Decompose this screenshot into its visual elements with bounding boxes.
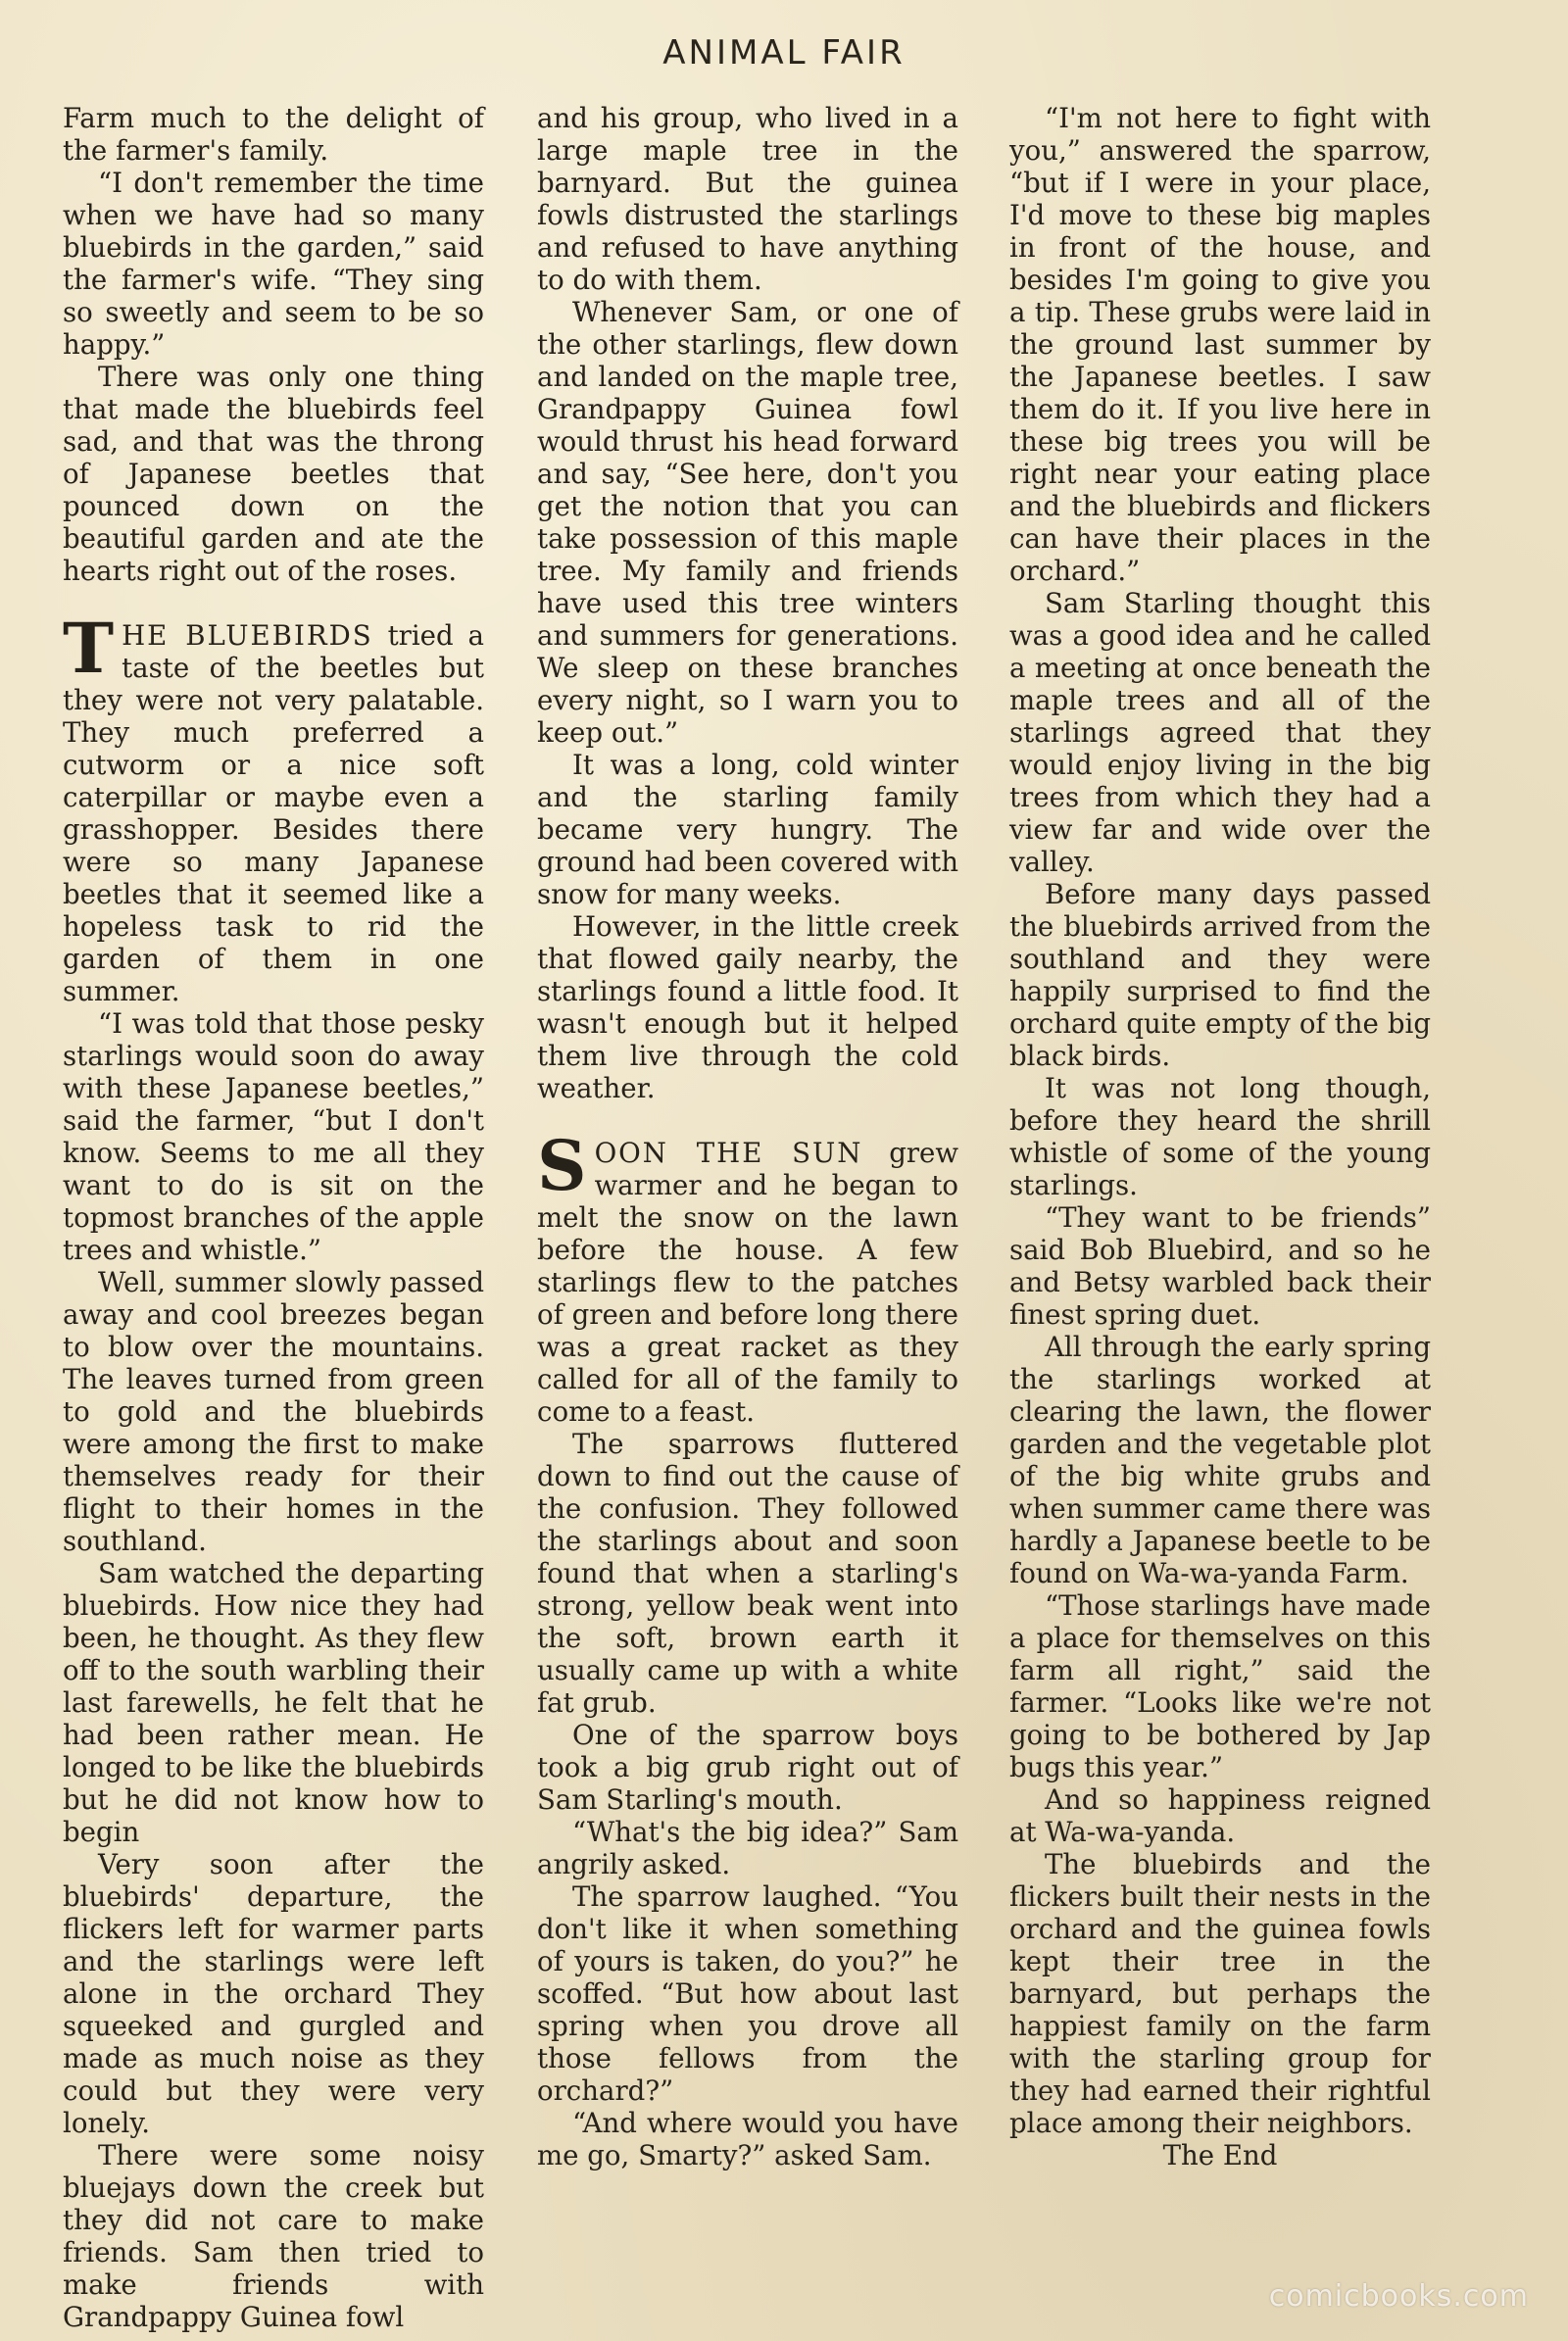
paragraph: Well, summer slowly passed away and cool breezes began to blow over the mountains. The leaves turned from green to gold and the bluebirds were among the first to make themselves ready for their flight to their homes in the southland.	[63, 1266, 484, 1557]
paragraph: “What's the big idea?” Sam angrily asked.	[537, 1816, 958, 1880]
section-paragraph	[537, 1125, 958, 1428]
paragraph: “I'm not here to fight with you,” answered the sparrow, “but if I were in your place, I'd move to these big maples in front of the house, and besides I'm going to give you a tip. These grubs were laid in the ground last summer by the Japanese beetles. I saw them do it. If you live here in these big trees you will be right near your eating place and the bluebirds and flickers can have their places in the orchard.”	[1009, 102, 1431, 587]
paragraph: Before many days passed the bluebirds arrived from the southland and they were happily surprised to find the orchard quite empty of the big black birds.	[1009, 878, 1431, 1072]
drop-cap: T	[63, 608, 115, 689]
paragraph: The sparrows fluttered down to find out the cause of the confusion. They followed the starlings about and soon found that when a starling's strong, yellow beak went into the soft, brown earth it usually came up with a white fat grub.	[537, 1428, 958, 1719]
paragraph: The bluebirds and the flickers built their nests in the orchard and the guinea fowls kept their tree in the barnyard, but perhaps the happiest family on the farm with the starling group for they had earned their rightful place among their neighbors.	[1009, 1848, 1431, 2139]
paragraph: and his group, who lived in a large maple tree in the barnyard. But the guinea fowls distrusted the starlings and refused to have anything to do with them.	[537, 102, 958, 296]
paragraph: There was only one thing that made the bluebirds feel sad, and that was the throng of Japanese beetles that pounced down on the beautiful garden and ate the hearts right out of the roses.	[63, 361, 484, 587]
paragraph: Sam Starling thought this was a good idea and he called a meeting at once beneath the maple trees and all of the starlings agreed that they would enjoy living in the big trees from which they had a view far and wide over the valley.	[1009, 587, 1431, 878]
paragraph: “They want to be friends” said Bob Bluebird, and so he and Betsy warbled back their finest spring duet.	[1009, 1201, 1431, 1331]
paragraph: There were some noisy bluejays down the creek but they did not care to make friends. Sam then tried to make friends with Grandpappy Guinea fowl	[63, 2139, 484, 2333]
paragraph: It was a long, cold winter and the starling family became very hungry. The ground had been covered with snow for many weeks.	[537, 749, 958, 910]
section-lead-caps: OON THE SUN	[594, 1137, 863, 1169]
page-header: ANIMAL FAIR	[662, 33, 906, 73]
section-lead-text: tried a taste of the beetles but they were not very palatable. They much preferred a cutworm or a nice soft caterpillar or maybe even a grasshopper. Besides there were so many Japanese beetles that it seemed like a hopeless task to rid the garden of them in one summer.	[63, 619, 485, 1007]
drop-cap: S	[537, 1125, 587, 1206]
paragraph: One of the sparrow boys took a big grub right out of Sam Starling's mouth.	[537, 1719, 958, 1816]
paragraph: The sparrow laughed. “You don't like it when something of yours is taken, do you?” he scoffed. “But how about last spring when you drove all those fellows from the orchard?”	[537, 1880, 958, 2107]
text-column-1	[63, 102, 484, 2333]
section-lead-text: grew warmer and he began to melt the snow on the lawn before the house. A few starlings flew to the patches of green and before long there was a great racket as they called for all of the family to come to a feast.	[537, 1137, 958, 1428]
paragraph: All through the early spring the starlings worked at clearing the lawn, the flower garden and the vegetable plot of the big white grubs and when summer came there was hardly a Japanese beetle to be found on Wa-wa-yanda Farm.	[1009, 1331, 1431, 1589]
paragraph: It was not long though, before they heard the shrill whistle of some of the young starlings.	[1009, 1072, 1431, 1201]
paragraph: Very soon after the bluebirds' departure, the flickers left for warmer parts and the starlings were left alone in the orchard They squeeked and gurgled and made as much noise as they could but they were very lonely.	[63, 1848, 484, 2139]
the-end: The End	[1162, 2139, 1278, 2171]
paragraph: “I was told that those pesky starlings would soon do away with these Japanese beetles,” said the farmer, “but I don't know. Seems to me all they want to do is sit on the topmost branches of the apple trees and whistle.”	[63, 1007, 484, 1266]
paragraph: Farm much to the delight of the farmer's family.	[63, 102, 484, 167]
text-column-3	[1009, 102, 1431, 2171]
paragraph: “Those starlings have made a place for themselves on this farm all right,” said the farmer. “Looks like we're not going to be bothered by Jap bugs this year.”	[1009, 1589, 1431, 1783]
watermark: comicbooks.com	[1268, 2279, 1529, 2314]
text-column-2	[537, 102, 958, 2171]
section-lead-caps: HE BLUEBIRDS	[122, 619, 373, 652]
section-paragraph	[63, 608, 485, 1007]
paragraph: However, in the little creek that flowed gaily nearby, the starlings found a little food. It wasn't enough but it helped them live through the cold weather.	[537, 910, 958, 1104]
paragraph: Whenever Sam, or one of the other starlings, flew down and landed on the maple tree, Grandpappy Guinea fowl would thrust his head forward and say, “See here, don't you get the notion that you can take possession of this maple tree. My family and friends have used this tree winters and summers for generations. We sleep on these branches every night, so I warn you to keep out.”	[537, 296, 958, 749]
paragraph: “And where would you have me go, Smarty?” asked Sam.	[537, 2107, 958, 2171]
paragraph: “I don't remember the time when we have had so many bluebirds in the garden,” said the farmer's wife. “They sing so sweetly and seem to be so happy.”	[63, 167, 484, 361]
paragraph: And so happiness reigned at Wa-wa-yanda.	[1009, 1783, 1431, 1848]
paragraph: Sam watched the departing bluebirds. How nice they had been, he thought. As they flew off to the south warbling their last farewells, he felt that he had been rather mean. He longed to be like the bluebirds but he did not know how to begin	[63, 1557, 484, 1848]
